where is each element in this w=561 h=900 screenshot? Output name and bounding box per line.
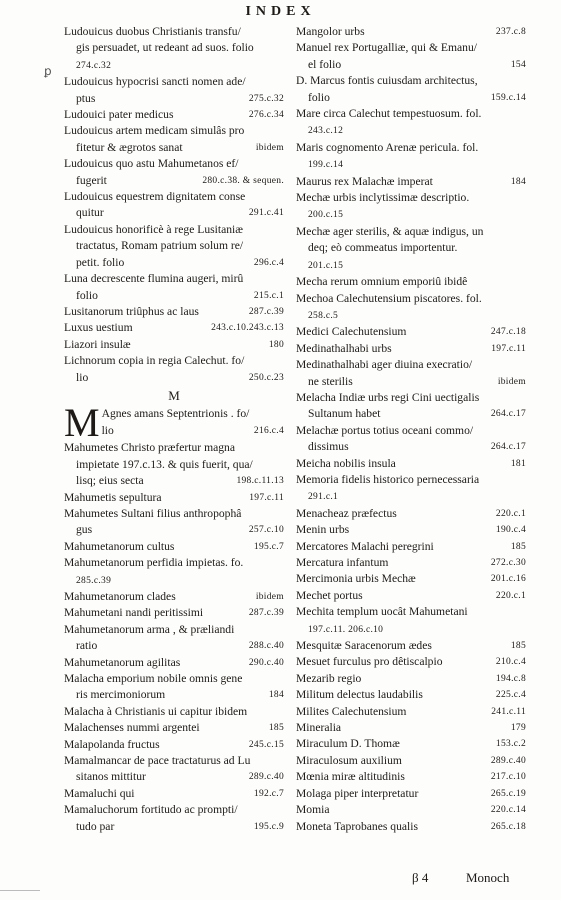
entry-text: Melacha Indiæ urbs regi Cini uectigalis [296, 390, 480, 404]
entry-text: Ludouicus hypocrisi sancti nomen ade/ [64, 75, 246, 89]
index-entry-line [296, 90, 526, 106]
index-entry-line [296, 140, 526, 156]
page-reference: 243.c.12 [308, 126, 344, 137]
index-entry-line [64, 704, 284, 720]
index-entry-line [64, 490, 284, 506]
index-entry-line [296, 174, 526, 190]
entry-text: lio [101, 423, 114, 437]
index-entry-line [64, 24, 284, 40]
page-reference: 280.c.38. & sequen. [202, 175, 284, 186]
index-entry-line [64, 123, 284, 139]
index-entry-line [64, 320, 284, 336]
index-entry-line [296, 819, 526, 835]
index-entry-line [102, 423, 284, 439]
entry-text: Miraculum D. Thomæ [296, 737, 400, 751]
index-entry-line [296, 406, 526, 422]
index-entry-line [296, 274, 526, 290]
entry-text: Mezarib regio [296, 671, 362, 685]
entry-text: lisq; eius secta [76, 474, 144, 488]
page-reference: 237.c.8 [495, 27, 526, 37]
entry-text: Mamalmancar de pace tractaturus ad Lu [64, 754, 251, 768]
page-reference: ibidem [497, 376, 526, 387]
index-entry-line [64, 802, 284, 818]
entry-text: Malacha emporium nobile omnis gene [64, 672, 243, 686]
index-entry-line [296, 439, 526, 455]
entry-text: Mechet portus [296, 588, 363, 602]
entry-text: Mamaluchi qui [64, 786, 135, 800]
entry-text: tractatus, Romam patrium solum re/ [76, 239, 244, 253]
page-reference: 184 [268, 690, 284, 701]
page-reference: 197.c.11. 206.c.10 [308, 624, 384, 635]
entry-text: Mare circa Calechut tempestuosum. fol. [296, 107, 482, 121]
entry-text: fitetur & ægrotos sanat [76, 140, 183, 154]
page-reference: 247.c.18 [490, 327, 526, 338]
left-column [64, 24, 284, 835]
index-entry-line [64, 506, 284, 522]
index-entry-line [64, 40, 284, 56]
entry-text: Maurus rex Malachæ imperat [296, 174, 433, 188]
right-column [296, 24, 526, 835]
index-entry-line [296, 555, 526, 571]
page-reference: 220.c.1 [495, 590, 526, 601]
page-reference: 197.c.11 [491, 343, 526, 354]
entry-text: Mœnia miræ altitudinis [296, 770, 405, 784]
entry-text: Mercatores Malachi peregrini [296, 539, 434, 553]
index-entry-line [64, 671, 284, 687]
page-reference: 290.c.40 [248, 657, 284, 668]
index-entry-line [64, 238, 284, 254]
entry-text: Agnes amans Septentrionis . fo/ [101, 407, 250, 421]
entry-text: Mechæ ager sterilis, & aquæ indigus, un [296, 224, 484, 238]
entry-text: folio [308, 90, 330, 104]
index-entry-line [64, 720, 284, 736]
page-reference: 287.c.39 [248, 608, 284, 619]
page-reference: 184 [510, 176, 526, 187]
page-reference: 274.c.32 [76, 60, 112, 71]
index-entry-line [296, 291, 526, 307]
page-reference: 181 [510, 458, 526, 469]
entry-text: Mecha rerum omnium emporiû ibidê [296, 275, 468, 289]
page-reference: 216.c.4 [253, 425, 284, 436]
entry-text: quitur [76, 206, 104, 220]
entry-text: Lusitanorum triûphus ac laus [64, 304, 199, 318]
index-entry-line [64, 539, 284, 555]
index-entry-line [296, 638, 526, 654]
entry-text: Ludouicus artem medicam simulâs pro [64, 124, 245, 138]
index-entry-line [296, 24, 526, 40]
index-entry-line [64, 107, 284, 123]
entry-text: Memoria fidelis historico pernecessaria [296, 472, 480, 486]
index-entry-line [64, 370, 284, 386]
index-entry-line [296, 654, 526, 670]
index-entry-line [296, 341, 526, 357]
page-reference: 264.c.17 [490, 442, 526, 453]
entry-text: D. Marcus fontis cuiusdam architectus, [296, 74, 478, 88]
index-entry-line [296, 802, 526, 818]
entry-text: Malapolanda fructus [64, 737, 160, 751]
entry-text: ptus [76, 91, 96, 105]
entry-text: Mesuet furculus pro dêtiscalpio [296, 655, 443, 669]
page-reference: 275.c.32 [248, 93, 284, 104]
entry-text: Mahumetanorum clades [64, 590, 176, 603]
page-reference: 225.c.4 [495, 690, 526, 701]
page-reference: 288.c.40 [248, 641, 284, 652]
entry-text: deq; eò commeatus importentur. [308, 241, 458, 255]
page-reference: 272.c.30 [490, 558, 526, 568]
page-reference: 154 [510, 59, 526, 70]
index-entry-line [64, 622, 284, 638]
index-entry-line [64, 687, 284, 703]
entry-text: Mesquitæ Saracenorum ædes [296, 639, 432, 653]
entry-text: sitanos mittitur [76, 770, 146, 784]
entry-text: Ludouicus quo astu Mahumetanos ef/ [64, 157, 239, 171]
index-entry-line [102, 406, 284, 422]
page-reference: 265.c.18 [490, 821, 526, 832]
page-reference: 195.c.9 [253, 821, 284, 832]
entry-text: Ludouici pater medicus [64, 108, 174, 122]
entry-text: Mechoa Calechutensium piscatores. fol. [296, 291, 482, 305]
index-entry-line [296, 736, 526, 752]
page-reference: 192.c.7 [253, 788, 284, 799]
index-entry-line [64, 522, 284, 538]
index-entry-line [64, 440, 284, 456]
entry-text: Liazori insulæ [64, 337, 131, 351]
index-entry-line [296, 357, 526, 373]
index-entry-line [296, 456, 526, 472]
catchword: Monoch [466, 870, 510, 885]
entry-text: Luxus uestium [64, 321, 133, 335]
section-letter: M [168, 387, 180, 403]
index-entry-line [296, 571, 526, 587]
entry-text: Meicha nobilis insula [296, 456, 396, 470]
entry-text: folio [76, 288, 98, 302]
index-entry-line [296, 206, 526, 223]
page-reference: 201.c.16 [490, 574, 526, 585]
entry-text: dissimus [308, 440, 349, 454]
page-reference: 199.c.14 [308, 160, 344, 171]
page-reference: 190.c.4 [495, 525, 526, 536]
index-entry-line [64, 205, 284, 221]
entry-text: Medici Calechutensium [296, 325, 407, 339]
index-entry-line [64, 786, 284, 802]
page-reference: 291.c.1 [308, 492, 339, 503]
entry-text: ratio [76, 639, 98, 653]
page-reference: 194.c.8 [495, 673, 526, 684]
index-entry-line [296, 374, 526, 390]
index-entry-line [296, 307, 526, 324]
entry-text: Malachenses nummi argentei [64, 721, 200, 735]
index-entry-line [64, 222, 284, 238]
index-entry-line [296, 156, 526, 173]
entry-text: Mercatura infantum [296, 556, 389, 569]
index-entry-line [64, 655, 284, 671]
entry-text: Molaga piper interpretatur [296, 786, 419, 800]
entry-text: tudo par [76, 819, 115, 833]
index-entry-line [296, 522, 526, 538]
marginal-mark: ꝑ [44, 64, 52, 78]
entry-text: ne sterilis [308, 374, 353, 388]
index-entry-line [296, 472, 526, 488]
page-reference: 180 [268, 339, 284, 350]
index-entry-line [296, 506, 526, 522]
entry-text: Mahumetanorum cultus [64, 539, 175, 553]
entry-text: Manuel rex Portugalliæ, qui & Emanu/ [296, 41, 477, 55]
entry-text: Mercimonia urbis Mechæ [296, 572, 416, 586]
index-entry-line [64, 473, 284, 489]
entry-text: Menin urbs [296, 523, 350, 537]
page-reference: 265.c.19 [490, 788, 526, 799]
entry-text: Mechæ urbis inclytissimæ descriptio. [296, 191, 470, 205]
entry-text: Mahumetanorum arma , & præliandi [64, 622, 235, 636]
entry-text: impietate 197.c.13. & quis fuerit, qua/ [76, 457, 253, 471]
page-reference: 220.c.14 [490, 805, 526, 816]
entry-text: Mahumetes Christo præfertur magna [64, 441, 235, 455]
page-reference: 258.c.5 [308, 310, 339, 321]
index-entry-line [64, 337, 284, 353]
index-entry-line [64, 769, 284, 785]
bottom-rule [0, 890, 40, 891]
page-reference: 289.c.40 [490, 755, 526, 766]
index-entry-line [64, 819, 284, 835]
page-reference: 159.c.14 [490, 92, 526, 103]
page-reference: 201.c.15 [308, 260, 344, 271]
index-entry-line [296, 671, 526, 687]
page-reference: 179 [510, 723, 526, 734]
entry-text: el folio [308, 57, 342, 71]
entry-text: Mahumetis sepultura [64, 490, 162, 504]
entry-text: Ludouicus duobus Christianis transfu/ [64, 25, 241, 38]
index-entry-line [296, 621, 526, 638]
entry-text: lio [76, 370, 89, 384]
entry-text: Momia [296, 803, 330, 817]
index-entry-line [296, 240, 526, 256]
page-reference: 289.c.40 [248, 772, 284, 783]
entry-text: gis persuadet, ut redeant ad suos. folio [76, 41, 254, 55]
entry-text: Mahumetes Sultani filius anthropophâ [64, 506, 242, 520]
index-entry-line [64, 140, 284, 156]
entry-text: Miraculosum auxilium [296, 753, 402, 767]
index-entry-line [296, 786, 526, 802]
index-entry-line [296, 539, 526, 555]
drop-capital: M [64, 400, 100, 446]
entry-text: Menacheaz præfectus [296, 506, 397, 520]
index-entry-line [296, 488, 526, 505]
entry-text: Sultanum habet [308, 407, 381, 421]
entry-text: Melachæ portus totius oceani commo/ [296, 423, 474, 437]
index-entry-line [64, 555, 284, 571]
index-entry-line [296, 390, 526, 406]
index-entry-line [64, 353, 284, 369]
page-reference: 220.c.1 [495, 508, 526, 519]
page-reference: ibidem [255, 142, 284, 153]
page-reference: 250.c.23 [248, 372, 284, 383]
index-entry-line [296, 423, 526, 439]
entry-text: Lichnorum copia in regia Calechut. fo/ [64, 354, 245, 368]
page-reference: ibidem [255, 592, 284, 602]
page-reference: 198.c.11.13 [236, 476, 284, 487]
entry-text: Medinathalhabi urbs [296, 341, 392, 355]
page-reference: 185 [268, 723, 284, 734]
index-entry-line [64, 605, 284, 621]
index-entry-line [64, 189, 284, 205]
entry-text: Mahumetanorum perfidia impietas. fo. [64, 556, 244, 570]
index-entry-line [64, 173, 284, 189]
index-entry-line [296, 224, 526, 240]
page-reference: 185 [510, 641, 526, 652]
index-entry-line [64, 74, 284, 90]
index-entry-line [296, 753, 526, 769]
page-header: INDEX [245, 4, 316, 19]
index-entry-line [64, 304, 284, 320]
entry-text: Militum delectus laudabilis [296, 688, 423, 702]
index-entry-line [296, 190, 526, 206]
entry-text: Mahumetani nandi peritissimi [64, 606, 204, 620]
entry-text: Malacha à Christianis ui capitur ibidem [64, 704, 248, 718]
index-entry-line [296, 588, 526, 604]
index-entry-line [64, 737, 284, 753]
index-entry-line [64, 271, 284, 287]
entry-text: Medinathalhabi ager diuina execratio/ [296, 358, 473, 372]
index-entry-line [296, 769, 526, 785]
index-entry-line [296, 324, 526, 340]
index-entry-line [296, 106, 526, 122]
entry-text: ris mercimoniorum [76, 688, 166, 702]
index-entry-line [64, 91, 284, 107]
index-entry-line [64, 288, 284, 304]
page-reference: 215.c.1 [253, 290, 284, 301]
index-entry-line [296, 40, 526, 56]
page-reference: 285.c.39 [76, 575, 112, 586]
entry-text: petit. folio [76, 255, 125, 269]
entry-text: Mineralia [296, 721, 342, 735]
entry-text: Mamaluchorum fortitudo ac prompti/ [64, 803, 238, 817]
index-entry-line [64, 589, 284, 605]
signature-mark: β 4 [412, 870, 429, 885]
page-reference: 241.c.11 [491, 706, 526, 717]
page-reference: 257.c.10 [248, 525, 284, 536]
dropcap-entry [64, 400, 284, 446]
page-reference: 217.c.10 [490, 772, 526, 783]
index-entry-line [64, 638, 284, 654]
entry-text: Maris cognomento Arenæ pericula. fol. [296, 140, 479, 154]
index-entry-line [64, 457, 284, 473]
page-reference: 245.c.15 [248, 739, 284, 750]
entry-text: Milites Calechutensium [296, 704, 407, 718]
page-reference: 185 [510, 541, 526, 552]
index-entry-line [296, 257, 526, 274]
entry-text: Luna decrescente flumina augeri, mirû [64, 272, 244, 286]
index-entry-line [64, 57, 284, 74]
page-reference: 153.c.2 [495, 739, 526, 750]
page-reference: 197.c.11 [249, 492, 284, 503]
entry-text: Mahumetanorum agilitas [64, 655, 181, 669]
entry-text: Ludouicus honorificè à rege Lusitaniæ [64, 222, 244, 236]
entry-text: fugerit [76, 173, 107, 187]
page-reference: 243.c.10.243.c.13 [211, 323, 284, 334]
index-entry-line [296, 687, 526, 703]
page-reference: 200.c.15 [308, 210, 344, 221]
page-reference: 264.c.17 [490, 409, 526, 420]
index-entry-line [296, 73, 526, 89]
page-reference: 276.c.34 [248, 110, 284, 121]
entry-text: gus [76, 523, 93, 537]
index-entry-line [64, 255, 284, 271]
index-entry-line [64, 156, 284, 172]
index-entry-line [296, 122, 526, 139]
page-reference: 195.c.7 [253, 541, 284, 552]
page-reference: 287.c.39 [248, 306, 284, 317]
index-entry-line [64, 572, 284, 589]
entry-text: Mechita templum uocât Mahumetani [296, 605, 468, 619]
page-reference: 210.c.4 [495, 657, 526, 668]
index-entry-line [296, 604, 526, 620]
page-reference: 291.c.41 [248, 208, 284, 219]
index-entry-line [64, 753, 284, 769]
dropcap-lines [102, 406, 284, 439]
entry-text: Mangolor urbs [296, 25, 365, 38]
index-entry-line [296, 720, 526, 736]
entry-text: Ludouicus equestrem dignitatem conse [64, 190, 246, 204]
index-entry-line [296, 704, 526, 720]
index-entry-line [296, 57, 526, 73]
page-reference: 296.c.4 [253, 257, 284, 268]
entry-text: Moneta Taprobanes qualis [296, 819, 418, 833]
